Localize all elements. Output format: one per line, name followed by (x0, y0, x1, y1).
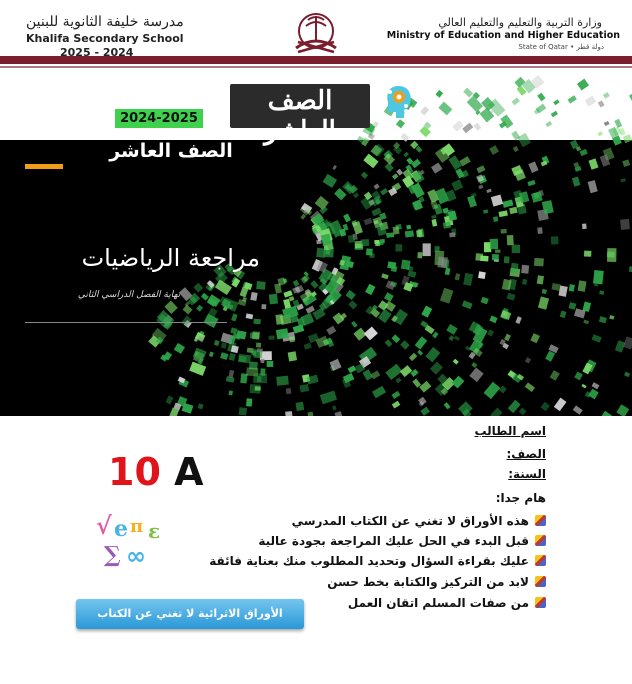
burst-square (250, 384, 261, 393)
burst-square (215, 280, 232, 295)
burst-square (412, 379, 421, 388)
math-symbols-art (94, 510, 174, 572)
burst-square (469, 368, 483, 383)
burst-square (419, 381, 431, 393)
note-item: عليك بقراءة السؤال وتحديد المطلوب منك بعناية فائقة (209, 554, 546, 568)
burst-square (198, 403, 204, 409)
burst-square (364, 218, 373, 226)
burst-square (507, 235, 514, 245)
burst-square (528, 161, 538, 173)
burst-square (417, 350, 423, 356)
burst-square (486, 189, 491, 193)
burst-square (401, 133, 410, 142)
burst-square (449, 232, 455, 237)
burst-square (430, 362, 443, 375)
burst-square (295, 402, 304, 411)
bullet-icon (535, 597, 546, 608)
ministry-name-english: Ministry of Education and Higher Education (386, 30, 620, 41)
burst-square (582, 224, 587, 230)
burst-square (379, 242, 383, 245)
burst-square (583, 320, 589, 325)
burst-square (553, 99, 559, 105)
burst-square (624, 372, 630, 378)
burst-square (261, 359, 265, 363)
burst-square (307, 412, 314, 416)
burst-square (231, 313, 238, 321)
burst-square (334, 411, 342, 416)
ministry-name-arabic: وزارة التربية والتعليم والتعليم العالي (438, 16, 602, 29)
burst-square (512, 97, 520, 105)
burst-square (204, 314, 219, 328)
burst-square (599, 290, 604, 294)
burst-square (493, 216, 498, 222)
burst-square (538, 296, 549, 309)
burst-square (607, 248, 616, 262)
burst-square (221, 342, 227, 349)
burst-square (387, 261, 396, 269)
burst-square (256, 343, 261, 348)
burst-square (320, 391, 337, 405)
burst-square (521, 265, 529, 274)
burst-square (372, 386, 386, 398)
burst-square (304, 343, 312, 350)
burst-square (392, 334, 401, 343)
burst-square (483, 209, 488, 213)
burst-square (471, 362, 477, 368)
burst-square (452, 120, 463, 131)
burst-square (582, 302, 591, 312)
burst-square (214, 340, 220, 346)
burst-square (385, 364, 402, 380)
burst-square (365, 284, 375, 295)
burst-square (609, 315, 614, 320)
burst-square (463, 88, 473, 98)
qatar-emblem-icon (288, 6, 344, 56)
burst-square (465, 346, 471, 351)
burst-square (623, 134, 632, 143)
svg-text:∞: ∞ (126, 542, 146, 570)
burst-square (411, 159, 421, 169)
burst-square (285, 411, 292, 416)
svg-text:√: √ (96, 511, 112, 540)
burst-square (326, 326, 336, 335)
burst-square (513, 190, 523, 203)
burst-square (164, 301, 177, 314)
burst-square (374, 240, 379, 244)
burst-square (228, 370, 234, 378)
burst-square (384, 292, 394, 301)
burst-square (454, 335, 460, 341)
svg-text:π: π (130, 516, 144, 537)
burst-square (451, 179, 463, 191)
burst-square (578, 280, 587, 291)
burst-square (525, 357, 531, 364)
burst-square (569, 284, 575, 292)
burst-square (276, 328, 289, 339)
burst-square (409, 353, 417, 361)
burst-square (378, 309, 392, 323)
burst-square (289, 296, 295, 301)
burst-square (484, 382, 501, 399)
burst-square (435, 246, 440, 252)
burst-square (580, 149, 588, 156)
burst-square (400, 340, 409, 349)
burst-square (598, 100, 605, 107)
burst-square (353, 192, 359, 198)
school-name-arabic: مدرسة خليفة الثانوية للبنين (26, 14, 184, 30)
burst-square (417, 252, 422, 258)
burst-square (537, 275, 544, 284)
burst-square (166, 396, 174, 405)
burst-square (253, 373, 267, 383)
burst-square (489, 315, 497, 323)
burst-square (252, 331, 260, 339)
note-item: هذه الأوراق لا تغني عن الكتاب المدرسي (292, 514, 546, 528)
school-year: 2025 - 2024 (60, 46, 134, 59)
burst-square (525, 382, 535, 392)
burst-square (364, 327, 378, 341)
burst-square (348, 300, 357, 309)
burst-square (405, 230, 414, 237)
bullet-icon (535, 555, 546, 566)
burst-square (415, 336, 428, 349)
burst-square (462, 300, 473, 309)
burst-square (246, 313, 254, 319)
burst-square (537, 93, 545, 102)
burst-square (453, 359, 459, 365)
svg-text:e: e (114, 516, 128, 542)
burst-square (614, 119, 622, 128)
class-label: الصف: (506, 447, 546, 461)
burst-square (446, 324, 457, 335)
burst-square (257, 348, 263, 352)
year-badge-text: 2024-2025 (120, 111, 198, 126)
hero-grade-title: الصف العاشر (109, 140, 233, 162)
burst-square (462, 123, 473, 134)
burst-square (560, 311, 567, 319)
burst-square (542, 289, 547, 294)
burst-square (467, 96, 483, 112)
burst-square (400, 365, 412, 377)
burst-square (443, 222, 451, 229)
burst-square (545, 121, 552, 127)
burst-square (283, 290, 292, 297)
burst-square (499, 386, 507, 394)
accent-bar (25, 164, 63, 169)
burst-square (598, 131, 603, 136)
burst-square (476, 165, 485, 173)
bullet-icon (535, 576, 546, 587)
hero-subtitle: نهاية الفصل الدراسي الثاني (77, 290, 181, 300)
note-item: قبل البدء في الحل عليك المراجعة بجودة عالية (258, 534, 546, 548)
burst-square (622, 159, 630, 167)
burst-square (267, 361, 274, 367)
burst-square (366, 248, 373, 255)
burst-square (323, 174, 337, 188)
burst-square (511, 263, 519, 273)
burst-square (495, 249, 501, 252)
burst-square (316, 248, 325, 258)
burst-square (386, 280, 396, 290)
burst-square (572, 177, 580, 187)
burst-square (304, 271, 309, 276)
burst-square (420, 106, 429, 115)
burst-square (416, 146, 423, 153)
burst-square (189, 362, 206, 376)
burst-square (332, 405, 337, 410)
burst-square (588, 180, 598, 193)
burst-square (438, 102, 452, 116)
burst-square (504, 334, 511, 342)
burst-square (196, 305, 203, 312)
burst-square (288, 351, 297, 361)
burst-square (592, 382, 600, 389)
burst-square (343, 214, 351, 223)
burst-square (616, 404, 629, 416)
burst-square (478, 271, 486, 279)
burst-square (537, 227, 542, 234)
burst-square (229, 390, 233, 395)
burst-square (449, 155, 462, 170)
burst-square (519, 408, 527, 416)
burst-square (275, 314, 283, 325)
burst-square (598, 411, 612, 416)
burst-square (522, 279, 527, 285)
burst-square (581, 384, 586, 388)
burst-square (229, 353, 236, 361)
burst-square (209, 352, 214, 358)
burst-square (577, 79, 589, 91)
student-name-label: اسم الطالب (474, 424, 546, 438)
burst-square (261, 304, 266, 309)
class-letter: A (174, 450, 204, 494)
burst-square (589, 158, 599, 169)
burst-square (420, 407, 430, 416)
hero-title: مراجعة الرياضيات (81, 244, 260, 272)
burst-square (513, 146, 519, 152)
burst-square (423, 243, 431, 256)
burst-square (432, 332, 439, 339)
burst-square (620, 219, 630, 230)
note-item: من صفات المسلم اتقان العمل (348, 596, 546, 610)
burst-square (395, 377, 401, 383)
burst-square (568, 302, 576, 310)
burst-square (463, 273, 473, 286)
burst-square (440, 288, 454, 304)
burst-square (348, 235, 355, 243)
enrichment-note-button[interactable]: الأوراق الاثرائية لا تغني عن الكتاب المدرسي (76, 599, 304, 629)
burst-square (550, 370, 560, 381)
svg-text:ε: ε (148, 519, 161, 543)
burst-square (512, 245, 520, 253)
class-code (108, 450, 204, 494)
burst-square (620, 178, 626, 182)
burst-square (604, 121, 610, 126)
burst-square (362, 369, 373, 380)
burst-square (352, 221, 363, 235)
burst-square (492, 254, 499, 260)
burst-square (246, 398, 252, 406)
burst-square (293, 324, 305, 333)
burst-square (407, 266, 413, 271)
burst-square (534, 258, 544, 267)
burst-square (289, 336, 295, 342)
burst-square (574, 372, 583, 381)
burst-square (239, 407, 247, 415)
burst-square (220, 352, 228, 360)
burst-square (592, 334, 602, 342)
note-item: لابد من التركيز والكتابة بخط حسن (327, 575, 546, 589)
burst-square (201, 293, 209, 301)
burst-square (481, 297, 489, 305)
burst-square (381, 273, 389, 279)
burst-square (527, 180, 535, 186)
brain-gear-icon (382, 82, 414, 122)
burst-square (380, 188, 388, 196)
burst-square (269, 294, 278, 305)
state-label: State of Qatar • دولة قطر (518, 43, 604, 51)
burst-square (551, 283, 561, 291)
burst-square (500, 310, 511, 320)
burst-square (487, 329, 494, 336)
burst-square (230, 327, 237, 334)
bullet-icon (535, 515, 546, 526)
burst-square (584, 251, 591, 257)
hero-divider (25, 322, 227, 323)
burst-square (573, 405, 583, 414)
burst-square (299, 384, 309, 393)
burst-square (431, 215, 436, 219)
burst-square (396, 169, 403, 176)
burst-square (250, 292, 257, 301)
burst-square (437, 257, 448, 269)
burst-square (360, 239, 369, 246)
burst-square (238, 356, 246, 363)
burst-square (253, 319, 261, 325)
burst-square (316, 240, 321, 244)
burst-square (530, 333, 540, 343)
burst-square (615, 340, 625, 352)
burst-square (300, 214, 306, 220)
school-name-english: Khalifa Secondary School (26, 32, 184, 45)
burst-square (499, 210, 508, 217)
burst-square (315, 196, 329, 210)
burst-square (436, 90, 444, 98)
burst-square (385, 339, 393, 347)
burst-square (603, 92, 610, 99)
burst-square (408, 270, 417, 277)
burst-square (396, 244, 403, 251)
burst-square (425, 347, 440, 362)
burst-square (551, 111, 558, 117)
burst-square (348, 365, 357, 373)
burst-square (445, 268, 451, 275)
burst-square (515, 316, 521, 324)
burst-square (174, 343, 185, 354)
burst-square (490, 239, 499, 250)
burst-square (416, 230, 422, 237)
burst-square (432, 219, 438, 227)
burst-square (491, 195, 503, 207)
burst-square (444, 402, 451, 409)
burst-square (334, 188, 346, 200)
important-label: هام جدا: (495, 491, 546, 505)
burst-square (361, 172, 368, 179)
burst-square (490, 408, 503, 417)
burst-square (310, 280, 318, 288)
year-label: السنة: (508, 467, 546, 481)
burst-square (478, 185, 483, 190)
burst-square (551, 236, 559, 244)
burst-square (541, 402, 550, 411)
burst-square (391, 391, 400, 399)
svg-text:∑: ∑ (104, 542, 121, 568)
burst-square (403, 152, 409, 157)
burst-square (599, 316, 607, 323)
burst-square (386, 232, 394, 237)
burst-square (332, 165, 336, 170)
burst-square (421, 306, 432, 318)
burst-square (293, 280, 300, 287)
header-divider (0, 66, 632, 68)
burst-square (374, 183, 380, 189)
burst-square (455, 273, 461, 280)
burst-square (193, 283, 203, 293)
burst-square (554, 398, 567, 412)
burst-square (593, 270, 604, 284)
burst-square (256, 281, 265, 290)
burst-square (452, 376, 465, 389)
burst-square (183, 305, 193, 315)
bullet-icon (535, 535, 546, 546)
burst-square (509, 207, 517, 214)
burst-square (392, 401, 400, 409)
burst-square (473, 122, 481, 130)
burst-square (372, 144, 385, 157)
burst-square (431, 163, 443, 174)
burst-square (346, 290, 356, 300)
burst-square (371, 370, 381, 379)
burst-square (449, 335, 455, 341)
burst-square (504, 256, 510, 263)
burst-square (240, 286, 249, 297)
burst-square (406, 225, 411, 230)
grade-banner-text: الصف العاشر (264, 86, 336, 146)
burst-square (392, 173, 398, 179)
burst-square (269, 336, 275, 340)
burst-square (489, 145, 499, 155)
burst-square (286, 388, 291, 394)
burst-square (508, 400, 521, 413)
burst-square (517, 133, 531, 147)
burst-square (276, 376, 289, 386)
burst-square (475, 253, 483, 261)
class-number: 10 (108, 450, 161, 494)
burst-square (328, 246, 333, 249)
burst-square (507, 293, 516, 301)
burst-square (585, 96, 597, 107)
burst-square (568, 95, 577, 103)
burst-square (545, 351, 555, 362)
burst-square (501, 229, 507, 234)
burst-square (502, 200, 513, 208)
burst-square (351, 321, 358, 328)
